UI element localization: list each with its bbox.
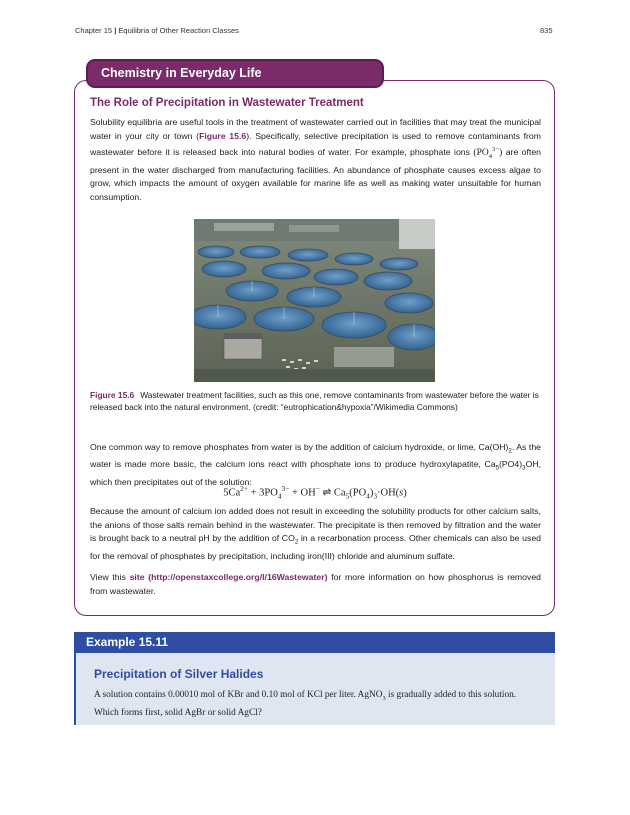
paragraph-intro (90, 116, 541, 205)
example-title: Precipitation of Silver Halides (94, 667, 264, 681)
section-title: The Role of Precipitation in Wastewater Treatment (90, 97, 364, 109)
p1-text-a: Solubility equilibria are useful tools in the treatment of wastewater carried out in facilities that may treat the municipal water in your city or town ( (90, 117, 541, 141)
chapter-number: Chapter 15 (75, 26, 113, 35)
page-number: 835 (540, 26, 553, 35)
feature-tab: Chemistry in Everyday Life (86, 59, 384, 88)
phosphate-ion: $(PO_4^{3-})$ (473, 146, 503, 161)
paragraph-filtration: Because the amount of calcium ion added does not result in exceeding the solubility products for other calcium salts, the anions of those salts remain behind in the wastewater. The precipitate is then removed by filtration and the water is brought back to a neutral pH by the addition of $CO_2$ in a recarbonation process. Other chemicals can also be used for the removal of phosphates by precipitation, including iron(III) chloride and aluminum sulfate. (90, 506, 541, 561)
p1-text-c: are often present in the water discharged from manufacturing facilities. An abundance of phosphate causes excess algae to grow, which impacts the amount of oxygen available for marine life as well as making water unsuitable for human consumption. (90, 147, 542, 203)
paragraph-view-site: View this site (http://openstaxcollege.org/l/16Wastewater) for more information on how phosphorus is removed from wastewater. (90, 572, 541, 596)
figure-caption (90, 389, 541, 414)
precipitation-equation: $5Ca^{2+} + 3PO_4^{3-} + OH^-$ ⇌ $Ca_5(PO_4)_3\cdot OH(s)$ (223, 484, 407, 501)
figure-link[interactable]: Figure 15.6 (199, 130, 247, 141)
example-problem-text: A solution contains 0.00010 mol of KBr and 0.10 mol of KCl per liter. AgNO$_3$ is gradually added to this solution. Which forms first, solid AgBr or solid AgCl? (94, 690, 517, 718)
header-separator: | (114, 26, 117, 35)
p1-text-b: ). Specifically, selective precipitation is used to remove contaminants from wastewater before it is released back into natural bodies of water. For example, phosphate ions (90, 130, 541, 158)
wastewater-facility-photo (194, 219, 435, 382)
running-header (75, 26, 239, 35)
figure-label: Figure 15.6 (90, 390, 135, 400)
paragraph-lime: One common way to remove phosphates from water is by the addition of calcium hydroxide, or lime, $Ca(OH)_2$. As the water is made more basic, the calcium ions react with phosphate ions to produce hydroxylapatite, $Ca_5(PO4)_3OH$, which then precipitates out of the solution: (90, 442, 541, 487)
caption-text: Wastewater treatment facilities, such as this one, remove contaminants from wastewater before the water is released back into the natural environment. (credit: “eutrophication&hypoxia”/Wikimedia Commons) (90, 390, 539, 413)
chapter-title: Equilibria of Other Reaction Classes (118, 26, 239, 35)
example-label: Example 15.11 (86, 635, 169, 649)
external-site-link[interactable]: site (http://openstaxcollege.org/l/16Wastewater) (129, 572, 328, 582)
